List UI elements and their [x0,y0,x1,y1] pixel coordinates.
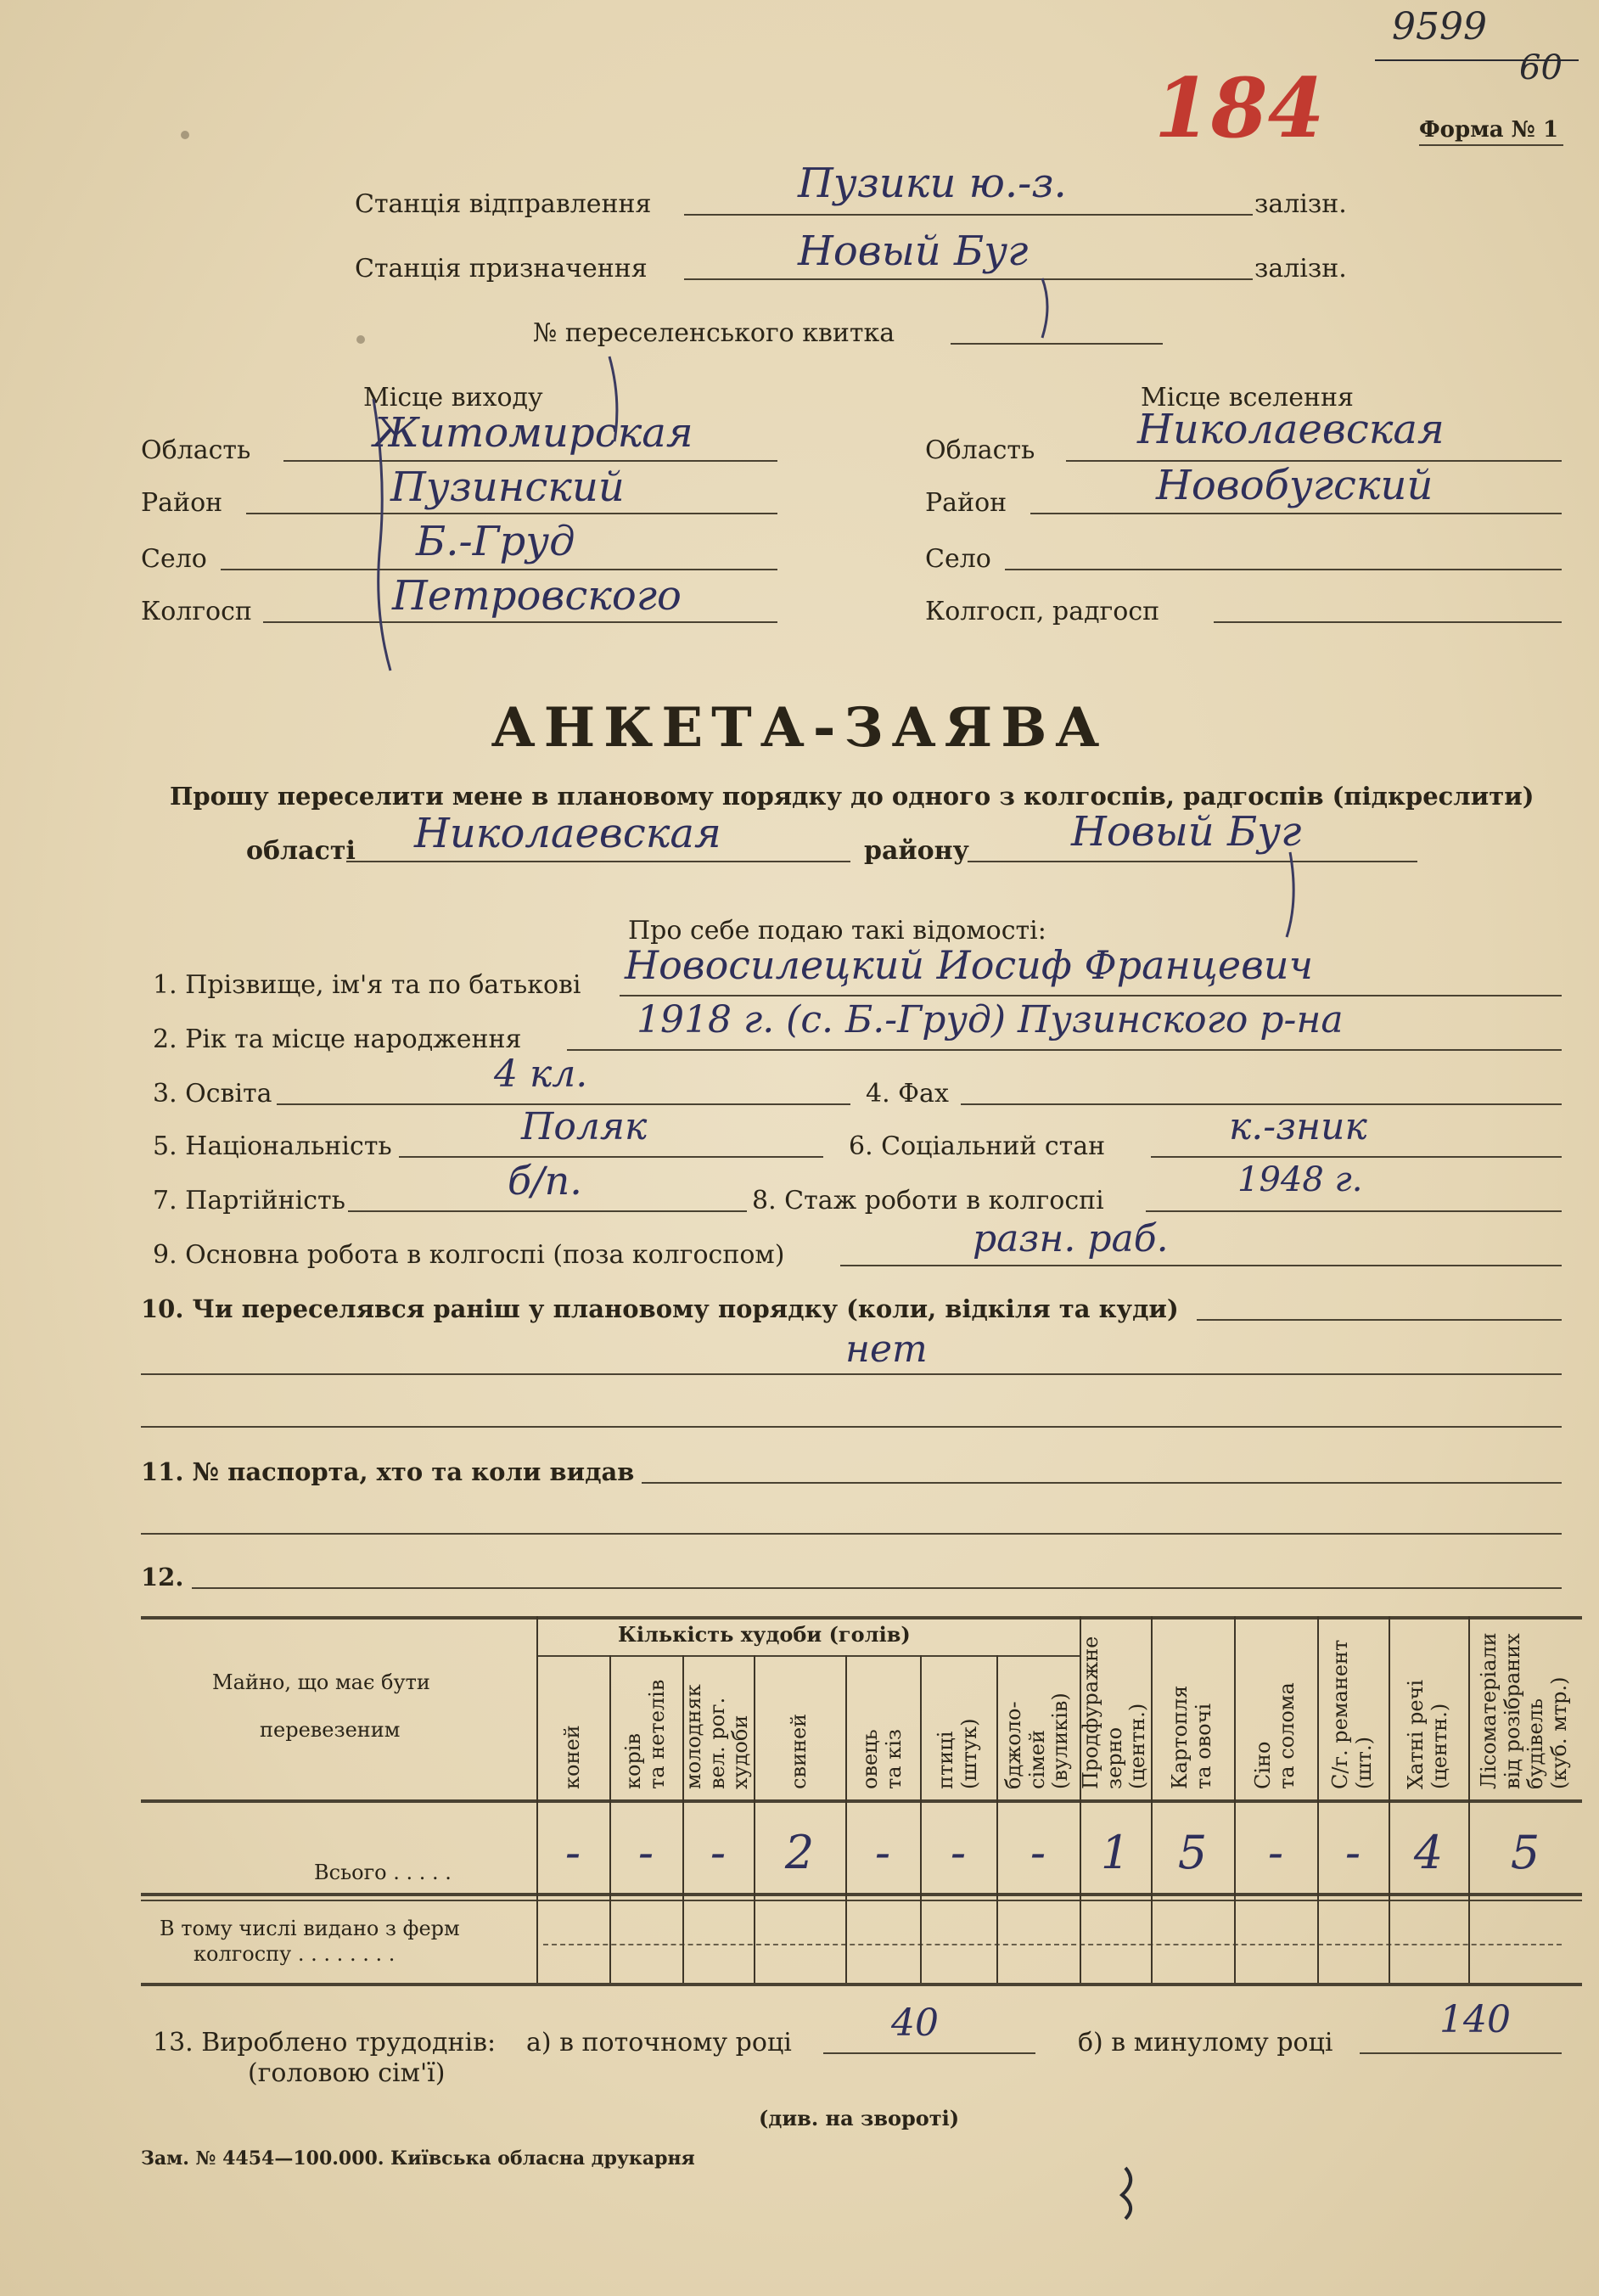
request-text: Прошу переселити мене в плановому порядку до одного з колгоспів, радгоспів (підкреслити) [170,782,1534,811]
origin-kolhosp-value: Петровского [392,572,682,620]
workdays-previous-label: б) в минулому році [1078,2028,1333,2057]
origin-heading: Місце виходу [363,383,543,413]
field-7-value: б/п. [508,1158,582,1204]
column-header-line: зерно [1102,1726,1126,1789]
field-9-label: 9. Основна робота в колгоспі (поза колгоспом) [153,1240,785,1270]
column-total: - [1267,1826,1284,1879]
farm-row-label-2: колгоспу . . . . . . . . [194,1942,396,1966]
column-header-line: (штук) [957,1718,981,1789]
field-3-value: 4 кл. [494,1053,588,1096]
dest-kolhosp-label: Колгосп, радгосп [925,597,1160,626]
field-1-label: 1. Прізвище, ім'я та по батькові [153,970,581,1000]
column-header-line: худоби [728,1715,753,1789]
column-header-line: птиці [934,1731,957,1789]
dest-oblast-label: Область [925,435,1035,465]
column-header-line: та нетелів [644,1679,669,1789]
column-total: - [1030,1826,1046,1879]
column-header-line: свиней [787,1713,811,1789]
dest-raion-value: Новобугский [1156,462,1433,509]
field-12-label: 12. [141,1563,184,1591]
request-oblast-label: області [246,836,356,866]
column-total: 1 [1100,1826,1131,1879]
departure-railway-suffix: залізн. [1254,189,1347,219]
origin-oblast-value: Житомирская [373,409,693,457]
column-header-line: та солома [1274,1682,1299,1789]
column-header-line: (центн.) [1125,1703,1150,1789]
red-file-number: 184 [1154,60,1325,156]
archive-sub-number: 60 [1519,48,1563,87]
field-10-label: 10. Чи переселявся раніш у плановому порядку (коли, відкіля та куди) [141,1294,1179,1323]
field-6-value: к.-зник [1229,1105,1367,1148]
field-8-label: 8. Стаж роботи в колгоспі [752,1186,1104,1215]
origin-oblast-label: Область [141,435,251,465]
printer-footer: Зам. № 4454—100.000. Київська обласна друкарня [141,2147,695,2170]
column-header-line: вел. рог. [704,1697,729,1789]
column-header-line: Продфуражне [1079,1636,1102,1789]
field-5-label: 5. Національність [153,1131,392,1161]
field-11-label: 11. № паспорта, хто та коли видав [141,1457,635,1486]
column-total: 2 [784,1826,815,1879]
column-header-line: Сіно [1251,1741,1275,1789]
workdays-previous-value: 140 [1439,1998,1511,2041]
column-header-line: корів [621,1733,645,1789]
column-total: 5 [1510,1826,1540,1879]
livestock-header: Кількість худоби (голів) [618,1622,911,1647]
column-total: - [950,1826,967,1879]
column-header-line: сімей [1024,1730,1049,1789]
total-row-label: Всього . . . . . [314,1861,452,1884]
dest-village-label: Село [925,544,991,574]
column-header-line: Лісоматеріали [1477,1632,1501,1789]
column-header-line: овець [858,1729,882,1789]
column-header-line: (центн.) [1427,1703,1451,1789]
info-heading: Про себе подаю такі відомості: [628,916,1046,946]
workdays-current-value: 40 [891,2001,939,2045]
origin-kolhosp-label: Колгосп [141,597,252,626]
see-back-note: (див. на звороті) [759,2106,960,2130]
departure-station-value: Пузики ю.-з. [798,160,1067,207]
column-total: - [564,1826,581,1879]
column-header-line: та овочі [1191,1703,1215,1789]
workdays-current-label: а) в поточному році [526,2028,792,2057]
ticket-number-label: № переселенського квитка [533,318,895,348]
origin-village-value: Б.-Груд [416,518,575,565]
field-4-label: 4. Фах [866,1079,949,1109]
column-header-line: (вуликів) [1048,1693,1073,1789]
column-header-line: Хатні речі [1404,1679,1428,1789]
column-header-line: (шт.) [1351,1737,1376,1789]
field-3-label: 3. Освіта [153,1079,272,1109]
field-6-label: 6. Соціальний стан [849,1131,1106,1161]
column-header-line: молодняк [682,1684,705,1789]
column-total: - [874,1826,891,1879]
dest-heading: Місце вселення [1141,383,1354,413]
destination-railway-suffix: залізн. [1254,254,1347,283]
field-2-label: 2. Рік та місце народження [153,1024,522,1054]
request-raion-label: району [864,836,969,866]
field-10-value: нет [845,1328,928,1371]
column-total: - [637,1826,654,1879]
request-oblast-value: Николаевская [414,810,721,857]
origin-raion-label: Район [141,488,223,518]
column-header-line: коней [560,1725,584,1789]
workdays-label: 13. Вироблено трудоднів: [153,2028,497,2057]
departure-station-label: Станція відправлення [355,189,652,219]
request-raion-value: Новый Буг [1071,808,1302,856]
field-1-value: Новосилецкий Иосиф Францевич [625,942,1314,988]
row-header-line-1: Майно, що має бути [212,1670,430,1694]
dest-oblast-value: Николаевская [1137,406,1445,453]
column-header-line: С/г. реманент [1328,1639,1352,1789]
workdays-sublabel: (головою сім'ї) [248,2058,446,2088]
column-header-line: від розібраних [1500,1633,1524,1789]
archive-number: 9599 [1392,5,1487,48]
field-8-value: 1948 г. [1237,1160,1363,1199]
destination-station-value: Новый Буг [798,227,1029,275]
column-total: 4 [1413,1826,1444,1879]
farm-row-label-1: В тому числі видано з ферм [160,1917,460,1940]
origin-raion-value: Пузинский [390,463,625,511]
dest-raion-label: Район [925,488,1007,518]
form-number-label: Форма № 1 [1419,117,1559,143]
column-header-line: та кіз [881,1729,906,1789]
column-total: - [1344,1826,1361,1879]
field-2-value: 1918 г. (с. Б.-Груд) Пузинского р-на [637,998,1344,1041]
column-header-line: бджоло- [1001,1701,1025,1789]
column-header-line: будівель [1523,1698,1548,1789]
column-total: - [710,1826,727,1879]
field-9-value: разн. раб. [973,1217,1169,1260]
field-7-label: 7. Партійність [153,1186,345,1215]
origin-village-label: Село [141,544,207,574]
destination-station-label: Станція призначення [355,254,648,283]
column-total: 5 [1177,1826,1208,1879]
row-header-line-2: перевезеним [260,1718,401,1742]
field-5-value: Поляк [521,1105,648,1148]
form-title: АНКЕТА-ЗАЯВА [491,696,1108,760]
column-header-line: (куб. мтр.) [1546,1676,1571,1789]
column-header-line: Картопля [1168,1685,1192,1789]
